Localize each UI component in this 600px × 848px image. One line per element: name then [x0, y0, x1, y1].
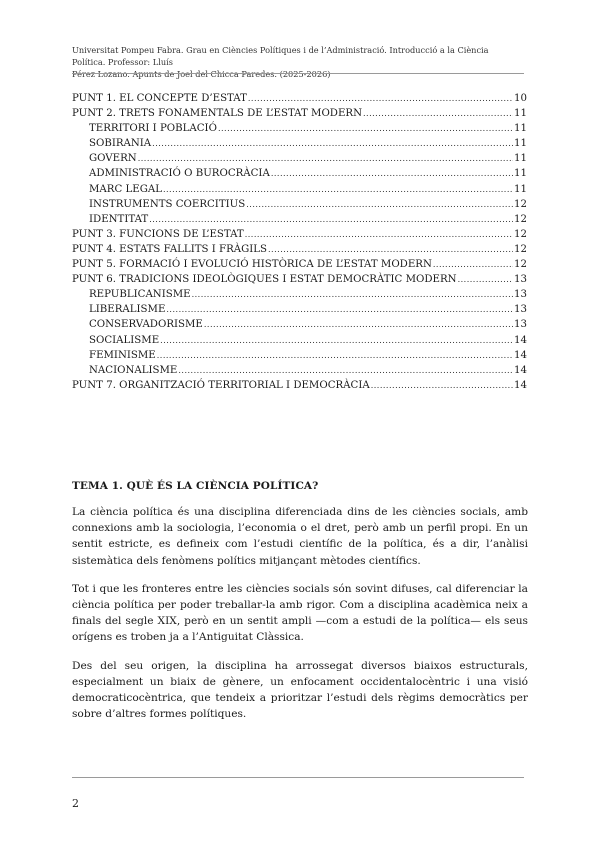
toc-entry-label: REPUBLICANISME [89, 289, 191, 301]
toc-entry-label: PUNT 1. EL CONCEPTE D’ESTAT [72, 93, 247, 104]
running-header [72, 44, 524, 80]
toc-entry-page: 14 [514, 364, 527, 376]
toc-entry-page: 11 [514, 153, 527, 165]
toc-entry-label: CONSERVADORISME [89, 319, 203, 331]
toc-entry-page: 12 [514, 198, 527, 210]
toc-leader-dots [371, 378, 513, 393]
toc-leader-dots [163, 182, 513, 197]
toc-entry[interactable] [72, 302, 527, 317]
toc-entry-page: 13 [514, 274, 527, 286]
toc-entry[interactable] [72, 272, 527, 287]
toc-leader-dots [245, 227, 513, 242]
toc-entry-page: 10 [514, 93, 527, 104]
toc-entry[interactable] [72, 121, 527, 136]
toc-entry-label: MARC LEGAL [89, 183, 162, 195]
toc-entry[interactable] [72, 182, 527, 197]
toc-entry-page: 11 [514, 108, 527, 120]
toc-leader-dots [363, 106, 513, 121]
toc-entry-label: GOVERN [89, 153, 137, 165]
toc-entry-page: 11 [514, 138, 527, 150]
toc-entry-label: PUNT 6. TRADICIONS IDEOLÒGIQUES I ESTAT DEMOCRÀTIC MODERN [72, 274, 457, 286]
toc-entry-label: IDENTITAT [89, 213, 149, 225]
toc-entry-label: PUNT 7. ORGANITZACIÓ TERRITORIAL I DEMOCRÀCIA [72, 379, 370, 391]
toc-entry[interactable] [72, 91, 527, 106]
toc-entry[interactable] [72, 348, 527, 363]
toc-entry-label: PUNT 5. FORMACIÓ I EVOLUCIÓ HISTÒRICA DE L’ESTAT MODERN [72, 259, 432, 271]
toc-entry[interactable] [72, 333, 527, 348]
header-line-1: Universitat Pompeu Fabra. Grau en Ciències Polítiques i de l’Administració. Introducció a la Ciència Política. Professor: Lluís [72, 45, 489, 67]
toc-leader-dots [149, 212, 513, 227]
toc-entry[interactable] [72, 287, 527, 302]
toc-entry-label: SOBIRANIA [89, 138, 152, 150]
toc-entry-label: ADMINISTRACIÓ O BUROCRÀCIA [89, 168, 270, 180]
toc-entry-page: 13 [514, 319, 527, 331]
toc-entry-label: TERRITORI I POBLACIÓ [89, 123, 217, 135]
toc-leader-dots [157, 348, 513, 363]
toc-leader-dots [248, 91, 513, 106]
toc-leader-dots [268, 242, 513, 257]
toc-entry[interactable] [72, 257, 527, 272]
toc-entry-label: INSTRUMENTS COERCITIUS [89, 198, 246, 210]
toc-entry[interactable] [72, 242, 527, 257]
toc-entry-page: 13 [514, 289, 527, 301]
toc-entry-label: SOCIALISME [89, 334, 160, 346]
toc-entry[interactable] [72, 363, 527, 378]
toc-entry-page: 12 [514, 259, 527, 271]
toc-entry-page: 14 [514, 349, 527, 361]
toc-entry-page: 14 [514, 379, 527, 391]
toc-entry[interactable] [72, 151, 527, 166]
toc-entry-label: NACIONALISME [89, 364, 178, 376]
toc-entry-page: 11 [514, 123, 527, 135]
toc-leader-dots [204, 317, 513, 332]
toc-entry-label: PUNT 4. ESTATS FALLITS I FRÀGILS [72, 243, 268, 255]
toc-leader-dots [166, 302, 513, 317]
toc-entry-page: 12 [514, 243, 527, 255]
toc-entry[interactable] [72, 136, 527, 151]
toc-leader-dots [458, 272, 513, 287]
toc-entry-page: 11 [514, 183, 527, 195]
header-divider [72, 73, 524, 74]
toc-entry-label: LIBERALISME [89, 304, 166, 316]
toc-entry-page: 14 [514, 334, 527, 346]
paragraph: Des del seu origen, la disciplina ha arrossegat diversos biaixos estructurals, especialment un biaix de gènere, un enfocament occidentalocèntric i una visió democraticocèntrica, que tendeix a prioritzar l’estudi dels règims democràtics per sobre d’altres formes polítiques. [72, 659, 528, 721]
toc-leader-dots [160, 333, 513, 348]
toc-leader-dots [218, 121, 513, 136]
body-text [72, 504, 528, 734]
toc-entry-label: PUNT 2. TRETS FONAMENTALS DE L’ESTAT MODERN [72, 108, 362, 120]
toc-leader-dots [246, 197, 513, 212]
toc-leader-dots [192, 287, 513, 302]
toc-leader-dots [271, 166, 513, 181]
header-line-2: Pérez Lozano. Apunts de Joel del Chicca Paredes. (2025-2026) [72, 69, 331, 79]
toc-leader-dots [178, 363, 513, 378]
paragraph: Tot i que les fronteres entre les ciències socials són sovint difuses, cal diferenciar la ciència política per poder treballar-la amb rigor. Com a disciplina acadèmica neix a finals del segle XIX, però en un sentit ampli —com a estudi de la política— els seus orígens es troben ja a l’Antiguitat Clàssica. [72, 582, 528, 644]
toc-leader-dots [433, 257, 513, 272]
paragraph: La ciència política és una disciplina diferenciada dins de les ciències socials, amb connexions amb la sociologia, l’economia o el dret, però amb un perfil propi. En un sentit estricte, es defineix com l’estudi científic de la política, és a dir, l’anàlisi sistemàtica dels fenòmens polítics mitjançant mètodes científics. [72, 506, 528, 567]
toc-entry[interactable] [72, 317, 527, 332]
toc-entry-page: 13 [514, 304, 527, 316]
toc-leader-dots [152, 136, 513, 151]
toc-entry-page: 12 [514, 228, 527, 240]
page-number: 2 [72, 797, 79, 810]
chapter-title: TEMA 1. QUÈ ÉS LA CIÈNCIA POLÍTICA? [72, 480, 319, 492]
footer-divider [72, 777, 524, 778]
toc-entry-page: 11 [514, 168, 527, 180]
toc-entry[interactable] [72, 106, 527, 121]
toc-entry[interactable] [72, 166, 527, 181]
toc-entry-page: 12 [514, 213, 527, 225]
toc-leader-dots [138, 151, 513, 166]
toc-entry[interactable] [72, 212, 527, 227]
toc-entry[interactable] [72, 378, 527, 393]
toc-entry-label: PUNT 3. FUNCIONS DE L’ESTAT [72, 228, 244, 240]
toc-entry[interactable] [72, 227, 527, 242]
toc-entry[interactable] [72, 197, 527, 212]
table-of-contents [72, 91, 527, 393]
toc-entry-label: FEMINISME [89, 349, 156, 361]
